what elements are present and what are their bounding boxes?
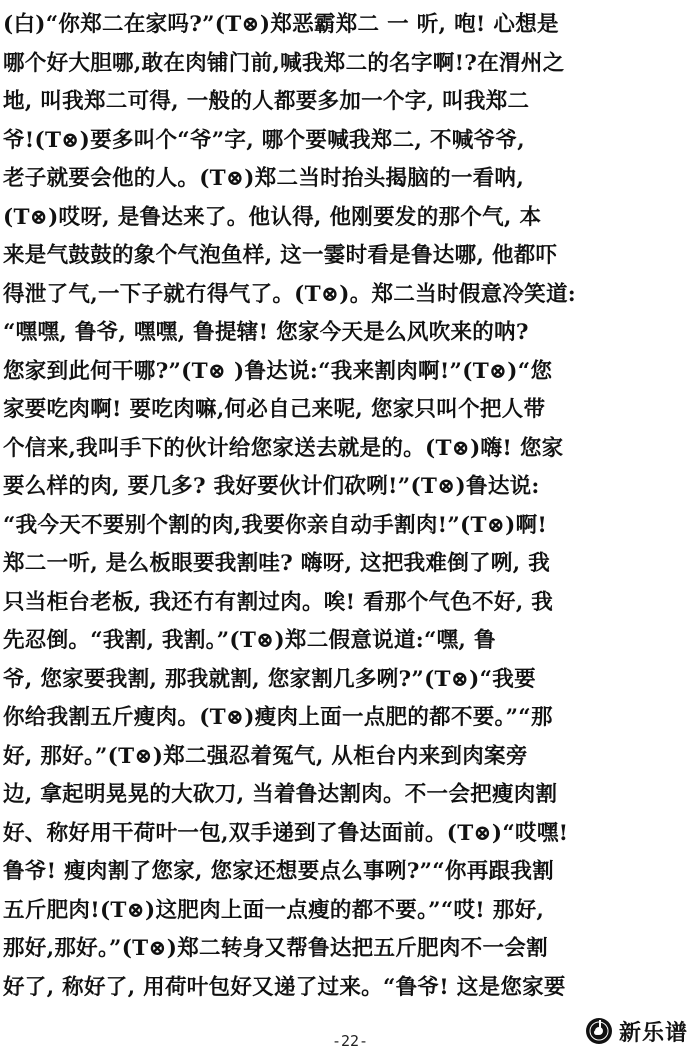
text-line: 来是气鼓鼓的象个气泡鱼样, 这一霎时看是鲁达哪, 他都吓 xyxy=(3,243,558,268)
text-line: 您家到此何干哪?”(T⊗ )鲁达说:“我来割肉啊!”(T⊗)“您 xyxy=(3,358,553,384)
text-line: 先忍倒。“我割, 我割。”(T⊗)郑二假意说道:“嘿, 鲁 xyxy=(3,628,496,653)
text-line: 鲁爷! 瘦肉割了您家, 您家还想要点么事咧?”“你再跟我割 xyxy=(3,859,554,884)
text-line: 家要吃肉啊! 要吃肉嘛,何必自己来呢, 您家只叫个把人带 xyxy=(3,397,546,422)
text-line: 地, 叫我郑二可得, 一般的人都要多加一个字, 叫我郑二 xyxy=(3,89,530,114)
text-line: 爷, 您家要我割, 那我就割, 您家割几多咧?”(T⊗)“我要 xyxy=(3,666,536,692)
text-line: 个信来,我叫手下的伙计给您家送去就是的。(T⊗)嗨! 您家 xyxy=(3,435,564,461)
text-line: 得泄了气,一下子就冇得气了。(T⊗)。郑二当时假意冷笑道: xyxy=(3,281,576,307)
music-disc-icon xyxy=(584,1016,614,1046)
text-line: 哪个好大胆哪,敢在肉铺门前,喊我郑二的名字啊!?在渭州之 xyxy=(3,50,565,76)
text-line: “嘿嘿, 鲁爷, 嘿嘿, 鲁提辖! 您家今天是么风吹来的呐? xyxy=(3,320,529,345)
text-line: 好了, 称好了, 用荷叶包好又递了过来。“鲁爷! 这是您家要 xyxy=(3,974,566,1000)
text-line: 爷!(T⊗)要多叫个“爷”字, 哪个要喊我郑二, 不喊爷爷, xyxy=(3,127,525,153)
watermark-text: 新乐谱 xyxy=(618,1020,688,1046)
text-line: (T⊗)哎呀, 是鲁达来了。他认得, 他刚要发的那个气, 本 xyxy=(3,204,542,230)
watermark-logo xyxy=(580,1014,692,1048)
text-line: 你给我割五斤瘦肉。(T⊗)瘦肉上面一点肥的都不要。”“那 xyxy=(3,705,553,730)
text-line: 好, 那好。”(T⊗)郑二强忍着冤气, 从柜台内来到肉案旁 xyxy=(3,743,528,769)
text-line: 只当柜台老板, 我还冇有割过肉。唉! 看那个气色不好, 我 xyxy=(3,589,554,615)
text-line: 边, 拿起明晃晃的大砍刀, 当着鲁达割肉。不一会把瘦肉割 xyxy=(3,782,558,807)
text-line: “我今天不要别个割的肉,我要你亲自动手割肉!”(T⊗)啊! xyxy=(3,512,548,538)
text-line: 好、称好用干荷叶一包,双手递到了鲁达面前。(T⊗)“哎嘿! xyxy=(3,820,569,846)
text-line: 郑二一听, 是么板眼要我割哇? 嗨呀, 这把我难倒了咧, 我 xyxy=(3,551,550,576)
body-text xyxy=(3,6,697,1007)
text-line: 老子就要会他的人。(T⊗)郑二当时抬头揭脑的一看呐, xyxy=(3,166,525,191)
text-line: 五斤肥肉!(T⊗)这肥肉上面一点瘦的都不要。”“哎! 那好, xyxy=(3,897,545,923)
page-number: -22- xyxy=(331,1032,369,1050)
text-line: 要么样的肉, 要几多? 我好要伙计们砍咧!”(T⊗)鲁达说: xyxy=(3,474,540,499)
text-line: (白)“你郑二在家吗?”(T⊗)郑恶霸郑二 一 听, 咆! 心想是 xyxy=(3,12,559,37)
text-line: 那好,那好。”(T⊗)郑二转身又帮鲁达把五斤肥肉不一会割 xyxy=(3,936,548,961)
